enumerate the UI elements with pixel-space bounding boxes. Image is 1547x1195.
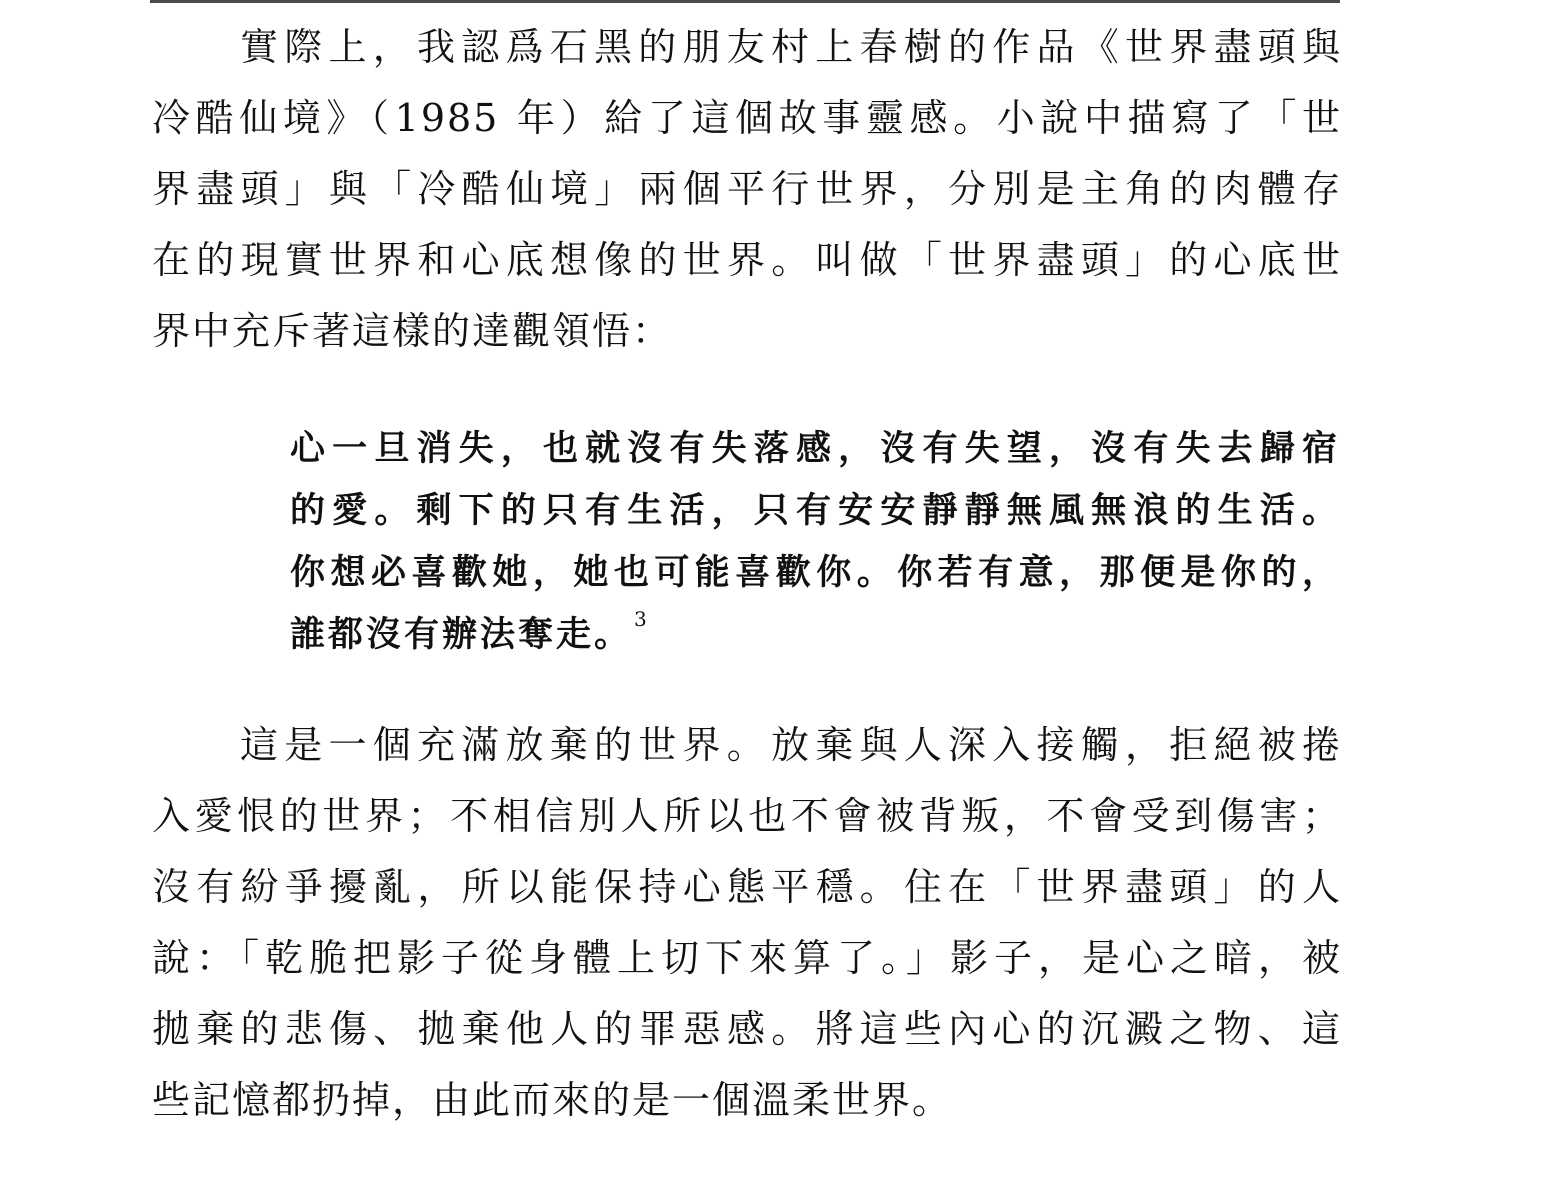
paragraph-2-line: 沒有紛爭擾亂，所以能保持心態平穩。住在「世界盡頭」的人 <box>152 865 1342 909</box>
block-quote-line: 誰都沒有辦法奪走。 <box>290 614 633 655</box>
paragraph-1-line: 在的現實世界和心底想像的世界。叫做「世界盡頭」的心底世 <box>152 238 1342 282</box>
paragraph-1-line: 界盡頭」與「冷酷仙境」兩個平行世界，分別是主角的肉體存 <box>152 167 1342 211</box>
paragraph-1 <box>152 12 1342 367</box>
paragraph-2-line: 入愛恨的世界；不相信別人所以也不會被背叛，不會受到傷害； <box>152 794 1342 838</box>
paragraph-2-line: 些記憶都扔掉，由此而來的是一個溫柔世界。 <box>152 1078 953 1122</box>
block-quote-last-line <box>290 604 1340 666</box>
block-quote-line: 心一旦消失，也就沒有失落感，沒有失望，沒有失去歸宿 <box>290 428 1340 469</box>
previous-line-cutoff <box>150 0 1340 3</box>
paragraph-1-line: 冷酷仙境》（1985 年）給了這個故事靈感。小說中描寫了「世 <box>152 96 1342 140</box>
block-quote-line: 你想必喜歡她，她也可能喜歡你。你若有意，那便是你的， <box>290 552 1340 593</box>
paragraph-2 <box>152 710 1342 1136</box>
footnote-reference: 3 <box>634 607 650 631</box>
paragraph-2-line: 說：「乾脆把影子從身體上切下來算了。」影子，是心之暗，被 <box>152 936 1342 980</box>
block-quote-line: 的愛。剩下的只有生活，只有安安靜靜無風無浪的生活。 <box>290 490 1340 531</box>
block-quote <box>290 418 1340 666</box>
paragraph-1-line: 實際上，我認爲石黑的朋友村上春樹的作品《世界盡頭與 <box>240 25 1342 69</box>
paragraph-1-line: 界中充斥著這樣的達觀領悟： <box>152 309 673 353</box>
paragraph-2-line: 拋棄的悲傷、拋棄他人的罪惡感。將這些內心的沉澱之物、這 <box>152 1007 1342 1051</box>
paragraph-2-line: 這是一個充滿放棄的世界。放棄與人深入接觸，拒絕被捲 <box>240 723 1342 767</box>
